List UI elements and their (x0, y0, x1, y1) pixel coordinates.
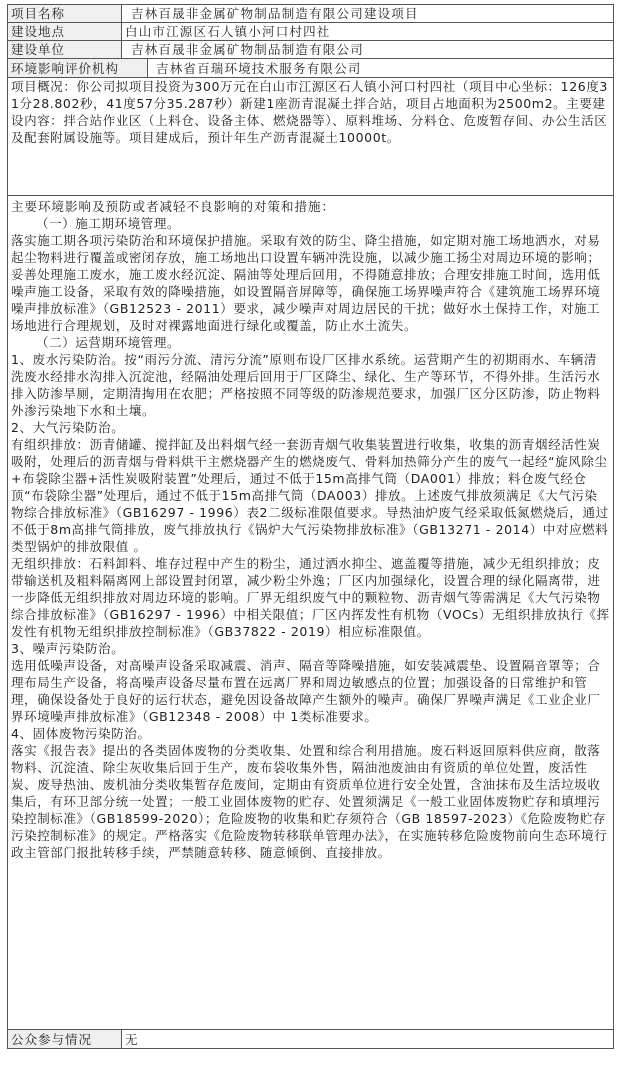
water-text: 按“雨污分流、清污分流”原则布设厂区排水系统。运营期产生的初期雨水、车辆清洗废水经排水沟排入沉淀池，经隔油处理后回用于厂区降尘、绿化、生产等环节，不得外排。生活污水排入防渗旱厕，定期清掏用在农肥；严格按照不同等级的防渗规范要求，加强厂区分区防渗，防止物料外渗污染地下水和土壤。 (11, 352, 601, 418)
unit-value: 吉林百晟非金属矿物制品制造有限公司 (122, 41, 614, 59)
air-title: 2、大气污染防治。 (11, 420, 125, 435)
construction-text: 落实施工期各项污染防治和环境保护措施。采取有效的防尘、降尘措施，如定期对施工场地洒水，对易起尘物料进行覆盖或密闭存放，施工场地出口设置车辆冲洗设施，以减少施工扬尘对周边环境的影响；妥善处理施工废水，施工废水经沉淀、隔油等处理后回用，不得随意排放；合理安排施工时间，选用低噪声施工设备，采取有效的降噪措施，如设置隔音屏障等，确保施工场界噪声符合《建筑施工场界环境噪声排放标准》（GB12523 - 2011）要求，减少噪声对周边居民的干扰；做好水土保持工作，对施工场地进行合理规划，及时对裸露地面进行绿化或覆盖，防止水土流失。 (11, 233, 601, 333)
solid-title: 4、固体废物污染防治。 (11, 726, 151, 741)
row-location (8, 23, 614, 41)
row-project-name (8, 5, 614, 23)
water-title: 1、废水污染防治。 (11, 352, 125, 367)
project-overview: 项目概况：你公司拟项目投资为300万元在白山市江源区石人镇小河口村四社（项目中心坐标：126度31分28.802秒，41度57分35.287秒）新建1座沥青混凝土拌合站，项目占地面积为2500m2。主要建设内容：拌合站作业区（上料仓、设备主体、燃烧器等）、原料堆场、分料仓、危废暂存间、办公生活区及配套附属设施等。项目建成后，预计年生产沥青混凝土10000t。 (8, 78, 614, 196)
row-eia-agency (8, 59, 614, 78)
row-public (8, 1030, 614, 1049)
construction-heading: （一）施工期环境管理。 (36, 216, 181, 231)
air-unorganized-text: 无组织排放：石料卸料、堆存过程中产生的粉尘，通过洒水抑尘、遮盖覆等措施，减少无组织排放；皮带输送机及粗料隔离网上部设置封闭罩，减少粉尘外逸；厂区内加强绿化，设置合理的绿化隔离带，进一步降低无组织排放对周边环境的影响。厂界无组织废气中的颗粒物、沥青烟气等需满足《大气污染物综合排放标准》（GB16297 - 1996）中相关限值；厂区内挥发性有机物（VOCs）无组织排放执行《挥发性有机物无组织排放控制标准》（GB37822 - 2019）相应标准限值。 (11, 556, 610, 639)
row-measures (8, 196, 614, 1030)
water-section (11, 351, 610, 419)
public-value: 无 (122, 1030, 614, 1049)
row-unit (8, 41, 614, 59)
noise-text: 选用低噪声设备，对高噪声设备采取减震、消声、隔音等降噪措施，如安装减震垫、设置隔音罩等；合理布局生产设备，将高噪声设备尽量布置在远离厂界和周边敏感点的位置；加强设备的日常维护和管理，确保设备处于良好的运行状态，避免因设备故障产生额外的噪声。确保厂界噪声满足《工业企业厂界环境噪声排放标准》（GB12348 - 2008）中 1类标准要求。 (11, 658, 601, 724)
project-name-label: 项目名称 (8, 5, 122, 23)
eia-agency-label: 环境影响评价机构 (8, 59, 148, 78)
operation-heading: （二）运营期环境管理。 (36, 335, 181, 350)
measures-cell (8, 196, 614, 1030)
location-value: 白山市江源区石人镇小河口村四社 (122, 23, 614, 41)
noise-title: 3、噪声污染防治。 (11, 641, 125, 656)
row-overview (8, 78, 614, 196)
air-organized-text: 有组织排放：沥青储罐、搅拌缸及出料烟气经一套沥青烟气收集装置进行收集，收集的沥青烟经活性炭吸附，处理后的沥青烟与骨料烘干主燃烧器产生的燃烧废气、骨料加热筛分产生的废气一起经“旋风除尘+布袋除尘器+活性炭吸附装置”处理后，通过不低于15m高排气筒（DA001）排放；料仓废气经仓顶“布袋除尘器”处理后，通过不低于15m高排气筒（DA003）排放。上述废气排放须满足《大气污染物综合排放标准》（GB16297 - 1996）表2二级标准限值要求。导热油炉废气经采取低氮燃烧后，通过不低于8m高排气筒排放，废气排放执行《锅炉大气污染物排放标准》（GB13271 - 2014）中对应燃料类型锅炉的排放限值 。 (11, 437, 609, 554)
eia-approval-form (7, 4, 614, 1073)
measures-title: 主要环境影响及预防或者减轻不良影响的对策和措施： (11, 199, 336, 214)
info-table (7, 4, 614, 1049)
eia-agency-value: 吉林省百瑞环境技术服务有限公司 (148, 59, 614, 78)
project-name-value: 吉林百晟非金属矿物制品制造有限公司建设项目 (122, 5, 614, 23)
location-label: 建设地点 (8, 23, 122, 41)
public-label: 公众参与情况 (8, 1030, 122, 1049)
unit-label: 建设单位 (8, 41, 122, 59)
solid-text: 落实《报告表》提出的各类固体废物的分类收集、处置和综合利用措施。废石料返回原料供应商，散落物料、沉淀渣、除尘灰收集后回于生产，废布袋收集外售，隔油池废油由有资质的单位处置，废活性炭、废导热油、废机油分类收集暂存危废间，定期由有资质单位进行安全处置，含油抹布及生活垃圾收集后，有环卫部分统一处置；一般工业固体废物的贮存、处置须满足《一般工业固体废物贮存和填埋污染控制标准》（GB18599-2020）；危险废物的收集和贮存须符合（GB 18597-2023）《危险废物贮存污染控制标准》的规定。严格落实《危险废物转移联单管理办法》，在实施转移危险废物前向生态环境行政主管部门报批转移手续，严禁随意转移、随意倾倒、直接排放。 (11, 743, 608, 860)
